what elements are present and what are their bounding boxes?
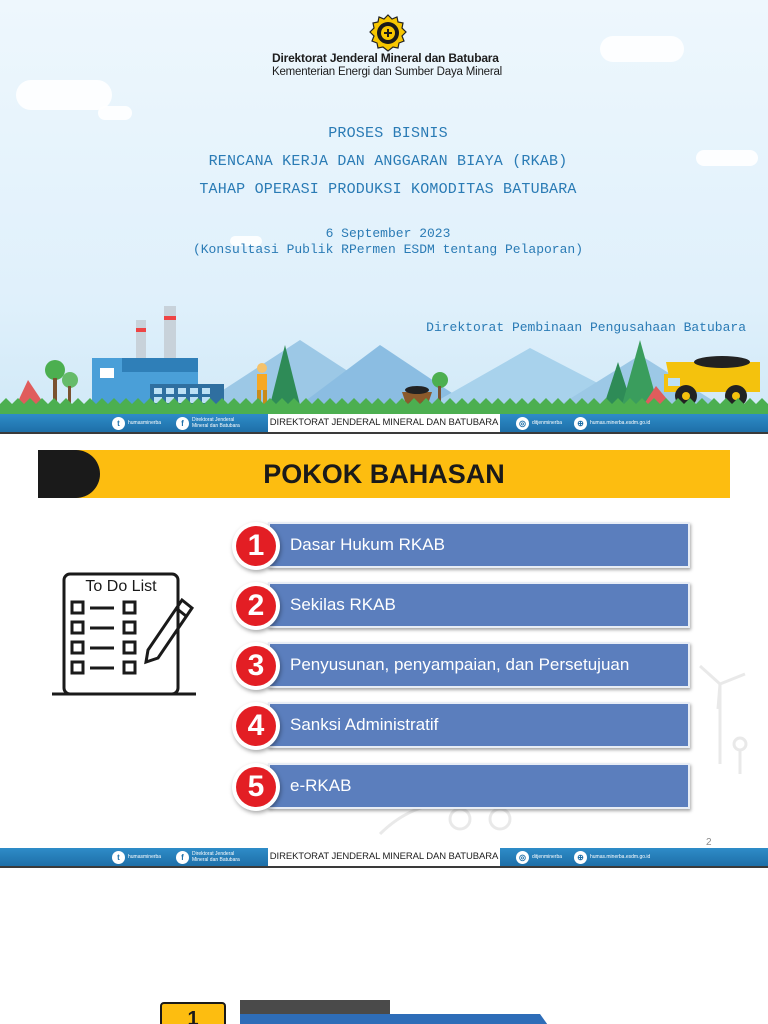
title-line-3: TAHAP OPERASI PRODUKSI KOMODITAS BATUBARA	[199, 181, 577, 198]
globe-icon: ⊕	[574, 417, 587, 430]
section-number: 1	[160, 1002, 226, 1024]
agenda-number-badge	[232, 763, 280, 811]
footer-instagram	[516, 850, 562, 864]
footer-facebook	[176, 850, 240, 864]
agenda-item-label: Penyusunan, penyampaian, dan Persetujuan	[290, 655, 630, 674]
agenda-number-badge	[232, 522, 280, 570]
page-number: 2	[706, 837, 712, 848]
title-line-2: RENCANA KERJA DAN ANGGARAN BIAYA (RKAB)	[208, 153, 568, 170]
facebook-icon: f	[176, 851, 189, 864]
agenda-item	[268, 522, 690, 568]
org-name: Direktorat Jenderal Mineral dan Batubara	[272, 51, 499, 65]
twitter-handle: humasminerba	[128, 420, 162, 426]
agenda-item	[268, 582, 690, 628]
twitter-handle: humasminerba	[128, 854, 162, 860]
agenda-number-badge	[232, 582, 280, 630]
directorate-name: Direktorat Pembinaan Pengusahaan Batubara	[426, 320, 746, 335]
title-line-1: PROSES BISNIS	[328, 125, 448, 142]
instagram-icon: ◎	[516, 851, 529, 864]
slide-footer	[0, 414, 768, 432]
footer-website	[574, 416, 650, 430]
section-slide	[0, 868, 768, 1024]
esdm-logo	[368, 13, 408, 53]
agenda-number: 5	[236, 767, 276, 807]
agenda-number: 4	[236, 706, 276, 746]
agenda-item-label: Sanksi Administratif	[290, 715, 439, 734]
agenda-number: 3	[236, 646, 276, 686]
website-url: humas.minerba.esdm.go.id	[590, 420, 651, 426]
globe-icon: ⊕	[574, 851, 587, 864]
presentation-date: 6 September 2023	[325, 226, 451, 241]
footer-twitter	[112, 850, 161, 864]
agenda-number: 1	[236, 526, 276, 566]
cloud-decoration	[600, 36, 684, 62]
facebook-icon: f	[176, 417, 189, 430]
instagram-icon: ◎	[516, 417, 529, 430]
facebook-name-line-2: Mineral dan Batubara	[192, 857, 240, 863]
cloud-decoration	[16, 80, 112, 110]
section-title-bar	[240, 1014, 540, 1024]
footer-org-name: DIREKTORAT JENDERAL MINERAL DAN BATUBARA	[268, 848, 500, 866]
footer-instagram	[516, 416, 562, 430]
title-slide	[0, 0, 768, 432]
mining-landscape-illustration	[0, 300, 768, 415]
instagram-handle: ditjenminerba	[532, 420, 563, 426]
agenda-item-label: Sekilas RKAB	[290, 595, 396, 614]
todo-list-title: To Do List	[85, 578, 157, 595]
website-url: humas.minerba.esdm.go.id	[590, 854, 651, 860]
facebook-name-line-2: Mineral dan Batubara	[192, 423, 240, 429]
facebook-name-line-1: Direktorat Jenderal	[192, 417, 235, 423]
footer-org-name: DIREKTORAT JENDERAL MINERAL DAN BATUBARA	[268, 414, 500, 432]
agenda-item	[268, 763, 690, 809]
agenda-item-label: Dasar Hukum RKAB	[290, 535, 445, 554]
facebook-name-line-1: Direktorat Jenderal	[192, 851, 235, 857]
section-header-bar	[240, 1000, 390, 1014]
agenda-number: 2	[236, 586, 276, 626]
agenda-number-badge	[232, 642, 280, 690]
slide-footer	[0, 848, 768, 866]
agenda-number-badge	[232, 702, 280, 750]
footer-twitter	[112, 416, 161, 430]
footer-website	[574, 850, 650, 864]
agenda-item	[268, 642, 690, 688]
twitter-icon: t	[112, 851, 125, 864]
footer-facebook	[176, 416, 240, 430]
org-subtitle: Kementerian Energi dan Sumber Daya Mineral	[272, 66, 503, 78]
todo-list-illustration	[50, 570, 200, 700]
twitter-icon: t	[112, 417, 125, 430]
cloud-decoration	[98, 106, 132, 120]
agenda-item-label: e-RKAB	[290, 776, 352, 795]
page-title: POKOK BAHASAN	[263, 459, 505, 489]
presentation-subtitle: (Konsultasi Publik RPermen ESDM tentang Pelaporan)	[192, 242, 584, 257]
instagram-handle: ditjenminerba	[532, 854, 563, 860]
agenda-slide	[0, 434, 768, 866]
agenda-item	[268, 702, 690, 748]
